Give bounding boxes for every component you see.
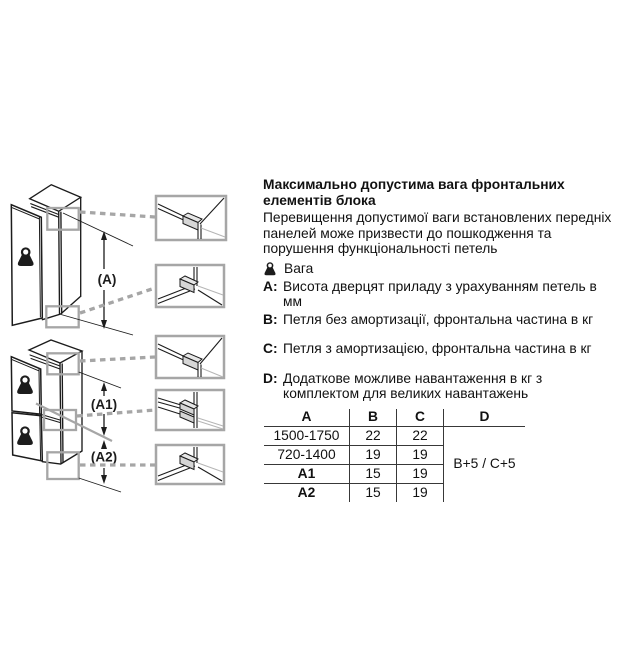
- definition-key: D:: [263, 370, 278, 386]
- leader-lines: [80, 212, 155, 313]
- cell-b: 19: [350, 445, 397, 464]
- dimension-a2: [91, 440, 117, 484]
- definition-key: A:: [263, 278, 278, 294]
- cell-c: 22: [397, 426, 444, 445]
- weight-icon: [263, 261, 277, 277]
- cell-a: 720-1400: [264, 445, 350, 464]
- definition-text: [283, 279, 597, 310]
- definition-text: [283, 371, 542, 402]
- definition-text: [283, 341, 592, 357]
- single-door-appliance-diagram: [8, 178, 258, 336]
- definition-line: Петля з амортизацією, фронтальна частина в кг: [283, 341, 592, 356]
- dimension-label-a: (A): [97, 272, 117, 287]
- dimension-label-a2: (A2): [90, 449, 118, 465]
- definition-d: [263, 371, 620, 402]
- cell-a: A1: [264, 464, 350, 483]
- definition-text: [283, 312, 593, 328]
- weight-caption: Вага: [284, 260, 314, 276]
- title-line: елементів блока: [263, 192, 376, 208]
- cell-b: 15: [350, 483, 397, 502]
- detail-box-top-hinge: [156, 196, 226, 240]
- definition-a: [263, 279, 620, 310]
- table-header-row: [264, 409, 525, 427]
- cell-c: 19: [397, 464, 444, 483]
- cell-c: 19: [397, 483, 444, 502]
- weight-caption-row: [263, 261, 620, 277]
- two-door-appliance-diagram: [8, 330, 258, 500]
- top-hinge-highlight: [47, 353, 78, 374]
- definition-line: мм: [283, 294, 302, 309]
- cell-b: 15: [350, 464, 397, 483]
- detail-box-bottom-hinge: [156, 265, 224, 307]
- column-header-d: D: [444, 409, 526, 427]
- definition-b: [263, 312, 620, 328]
- column-header-b: B: [350, 409, 397, 427]
- definition-line: Петля без амортизації, фронтальна частина в кг: [283, 311, 594, 327]
- definition-line: Додаткове можливе навантаження в кг з: [283, 370, 543, 386]
- dimension-label-a1: (A1): [90, 397, 118, 412]
- page-title: [263, 177, 620, 208]
- cell-b: 22: [350, 426, 397, 445]
- cell-a: A2: [297, 484, 316, 500]
- intro-line: панелей може призвести до пошкодження та: [263, 225, 552, 241]
- cell-a: 1500-1750: [264, 426, 350, 445]
- dimension-a1: [91, 382, 117, 436]
- intro-paragraph: [263, 210, 620, 257]
- intro-line: порушення функціональності петель: [263, 241, 498, 256]
- definition-c: [263, 341, 620, 357]
- definition-line: комплектом для великих навантажень: [283, 386, 529, 401]
- dimension-a: [98, 231, 117, 329]
- definition-key: C:: [263, 341, 278, 356]
- intro-line: Перевищення допустимої ваги встановлених передніх: [263, 210, 612, 225]
- detail-box-bottom-hinge: [156, 445, 224, 484]
- detail-box-middle-hinge: [156, 390, 224, 430]
- cell-c: 19: [397, 445, 444, 464]
- definition-key: B:: [263, 311, 278, 327]
- table-row: [264, 426, 525, 445]
- extension-lines: [79, 372, 121, 492]
- load-limits-table: [264, 409, 525, 502]
- definition-line: Висота дверцят приладу з урахуванням петель в: [283, 278, 597, 294]
- detail-box-top-hinge: [156, 336, 224, 378]
- column-header-c: C: [397, 409, 444, 427]
- title-line: Максимально допустима вага фронтальних: [263, 177, 565, 192]
- top-hinge-highlight: [47, 208, 78, 230]
- cell-d-merged: B+5 / C+5: [444, 426, 526, 502]
- column-header-a: A: [264, 409, 350, 427]
- text-column: [263, 177, 620, 502]
